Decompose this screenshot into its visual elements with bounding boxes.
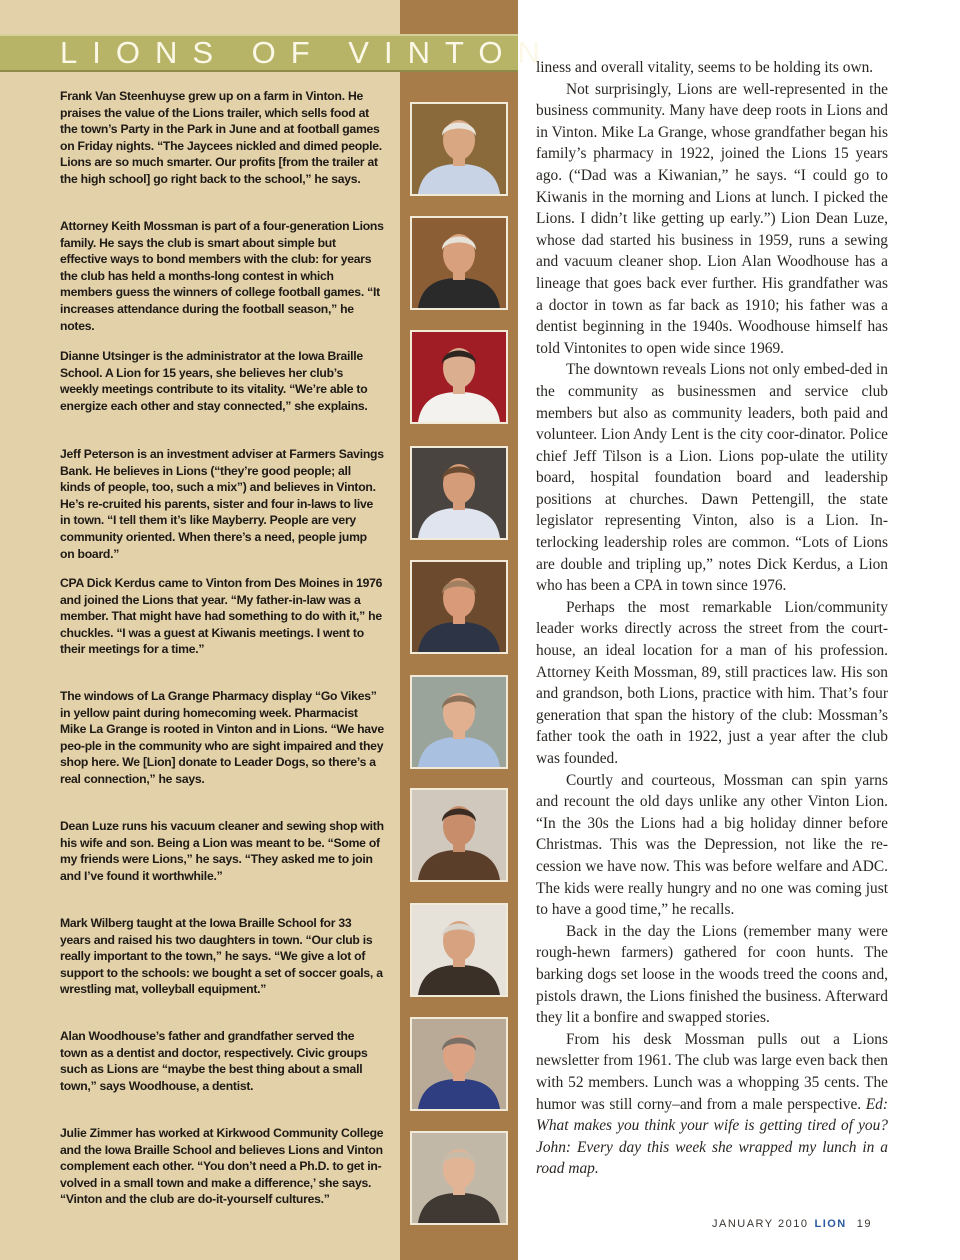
article-text: From his desk Mossman pulls out a Lions newsletter from 1961. The club was large even back then with 52 members. Lunch was a whopping 35 cents. The humor was still corny–and from a male perspective.	[536, 1030, 888, 1113]
portrait-photo-3	[410, 330, 508, 424]
portrait-photo-6	[410, 675, 508, 769]
portrait-photo-7	[410, 788, 508, 882]
profile-blurb-8: Mark Wilberg taught at the Iowa Braille School for 33 years and raised his two daughters in town. “Our club is really important to the town,” he says. “We give a lot of support to the schools: we bought a set of soccer goals, a wrestling mat, volleyball equipment.”	[60, 916, 383, 997]
portrait-photo-2	[410, 216, 508, 310]
profile-blurb-1: Frank Van Steenhuyse grew up on a farm in Vinton. He praises the value of the Lions trailer, which sells food at the town’s Party in the Park in June and at football games on Friday nights. “The Jaycees nickled and dimed people. Lions are so much smarter. Our profits [from the trailer at the high school] go right back to the school,” he says.	[60, 89, 382, 186]
portrait-photo-1	[410, 102, 508, 196]
portrait-illustration	[412, 104, 506, 194]
issue-date: JANUARY 2010	[711, 1218, 809, 1230]
article-paragraph-last	[536, 1029, 888, 1180]
portrait-illustration	[412, 677, 506, 767]
portrait-illustration	[412, 1019, 506, 1109]
article-paragraph: The downtown reveals Lions not only embed-ded in the community as businessmen and service club members but also as community leaders, both paid and volunteer. Lion Andy Lent is the city coor-dinator. Police chief Jeff Tilson is a Lion. Lions pop-ulate the utility board, hospital foundation board and leadership positions at churches. Dawn Pettengill, the state legislator representing Vinton, also is a Lion. In-terlocking leadership roles are common. “Lots of Lions are double and tripling up,” notes Dick Kerdus, a Lion who has been a CPA in town since 1976.	[536, 361, 888, 595]
portrait-illustration	[412, 1133, 506, 1223]
article-paragraph: Not surprisingly, Lions are well-represented in the business community. Many have deep roots in Lions and in Vinton. Mike La Grange, whose grandfather began his family’s pharmacy in 1922, joined the Lions 15 years ago. (“Dad was a Kiwanian,” he says. “I could go to Kiwanis in the morning and Lions at lunch. I picked the Lions. I didn’t like getting up early.”) Lion Dean Luze, whose dad started his business in 1959, runs a sewing and vacuum cleaner shop. Lion Alan Woodhouse has a lineage that goes back ever further. His grandfather was a doctor in town as far back as 1910; his father was a dentist beginning in the 1940s. Woodhouse himself has told Vintonites to open wide since 1969.	[536, 80, 888, 357]
portrait-photo-4	[410, 446, 508, 540]
portrait-photo-10	[410, 1131, 508, 1225]
article-paragraph: Perhaps the most remarkable Lion/community leader works directly across the street from the court-house, an ideal location for a man of his profession. Attorney Keith Mossman, 89, still practices law. His son and grandson, both Lions, practice with him. That’s four generation that span the history of the club: Mossman’s father took the oath in 1922, just a year after the club was founded.	[536, 598, 888, 767]
portrait-illustration	[412, 332, 506, 422]
portrait-illustration	[412, 448, 506, 538]
portrait-photo-9	[410, 1017, 508, 1111]
article-paragraph: Back in the day the Lions (remember many were rough-hewn farmers) gathered for coon hunts. The barking dogs set loose in the woods treed the coons and, pistols drawn, the Lions finished the business. Afterward they lit a bonfire and swapped stories.	[536, 922, 888, 1027]
page-title: LIONS OF VINTON	[60, 35, 555, 70]
profile-blurb-3: Dianne Utsinger is the administrator at the Iowa Braille School. A Lion for 15 years, she believes her club’s weekly meetings contribute to its vitality. “We’re able to energize each other and stay connected,” she explains.	[60, 349, 368, 413]
profile-blurb-10: Julie Zimmer has worked at Kirkwood Community College and the Iowa Braille School and believes Lions and Vinton complement each other. “You don’t need a Ph.D. to get in-volved in a small town and make a difference,’ she says. “Vinton and the club are do-it-yourself cultures.”	[60, 1126, 384, 1207]
portrait-photo-8	[410, 903, 508, 997]
article-paragraph: liness and overall vitality, seems to be holding its own.	[536, 59, 874, 76]
article-joke-italic: Ed: What makes you think your wife is getting tired of you? John: Every day this week she wrapped my lunch in a road map.	[536, 1095, 888, 1178]
profile-blurb-7: Dean Luze runs his vacuum cleaner and sewing shop with his wife and son. Being a Lion was meant to be. “Some of my friends were Lions,” he says. “They asked me to join and I’ve found it worthwhile.”	[60, 819, 384, 883]
page-number: 19	[856, 1218, 872, 1230]
profile-blurb-4: Jeff Peterson is an investment adviser at Farmers Savings Bank. He believes in Lions (“they’re good people; all kinds of people, too, such a mix”) and believes in Vinton. He’s re-cruited his parents, sister and four in-laws to live in town. “I tell them it’s like Mayberry. People are very community oriented. When there’s a need, people jump on board.”	[60, 447, 384, 561]
profile-blurb-9: Alan Woodhouse’s father and grandfather served the town as a dentist and doctor, respectively. Civic groups such as Lions are “maybe the best thing about a small town,” says Woodhouse, a dentist.	[60, 1029, 368, 1093]
portrait-illustration	[412, 562, 506, 652]
portrait-photo-5	[410, 560, 508, 654]
profile-blurb-6: The windows of La Grange Pharmacy display “Go Vikes” in yellow paint during homecoming week. Pharmacist Mike La Grange is rooted in Vinton and in Lions. “We have peo-ple in the community who are sight impaired and they shop here. We [Lion] donate to Leader Dogs, so there’s a real connection,” he says.	[60, 689, 384, 786]
portrait-illustration	[412, 905, 506, 995]
portrait-illustration	[412, 218, 506, 308]
profile-blurb-5: CPA Dick Kerdus came to Vinton from Des Moines in 1976 and joined the Lions that year. “My father-in-law was a member. That might have had something to do with it,” he chuckles. “I was a guest at Kiwanis meetings. I went to their meetings for a time.”	[60, 576, 383, 657]
profile-blurb-2: Attorney Keith Mossman is part of a four-generation Lions family. He says the club is smart about simple but effective ways to bond members with the club: for years the club has held a months-long contest in which members guess the winners of college football games. “It increases attendance during the football season,” he notes.	[60, 219, 384, 333]
magazine-brand: LION	[814, 1218, 847, 1230]
article-paragraph: Courtly and courteous, Mossman can spin yarns and recount the old days unlike any other Vinton Lion. “In the 30s the Lions had a big holiday dinner before Christmas. This was the Depression, not like the re-cession we have now. This was before welfare and ADC. The kids were really hungry and no one was coming just to have a good time,” he recalls.	[536, 771, 888, 919]
page-footer	[712, 1218, 872, 1230]
article-body	[536, 57, 888, 1180]
portrait-illustration	[412, 790, 506, 880]
